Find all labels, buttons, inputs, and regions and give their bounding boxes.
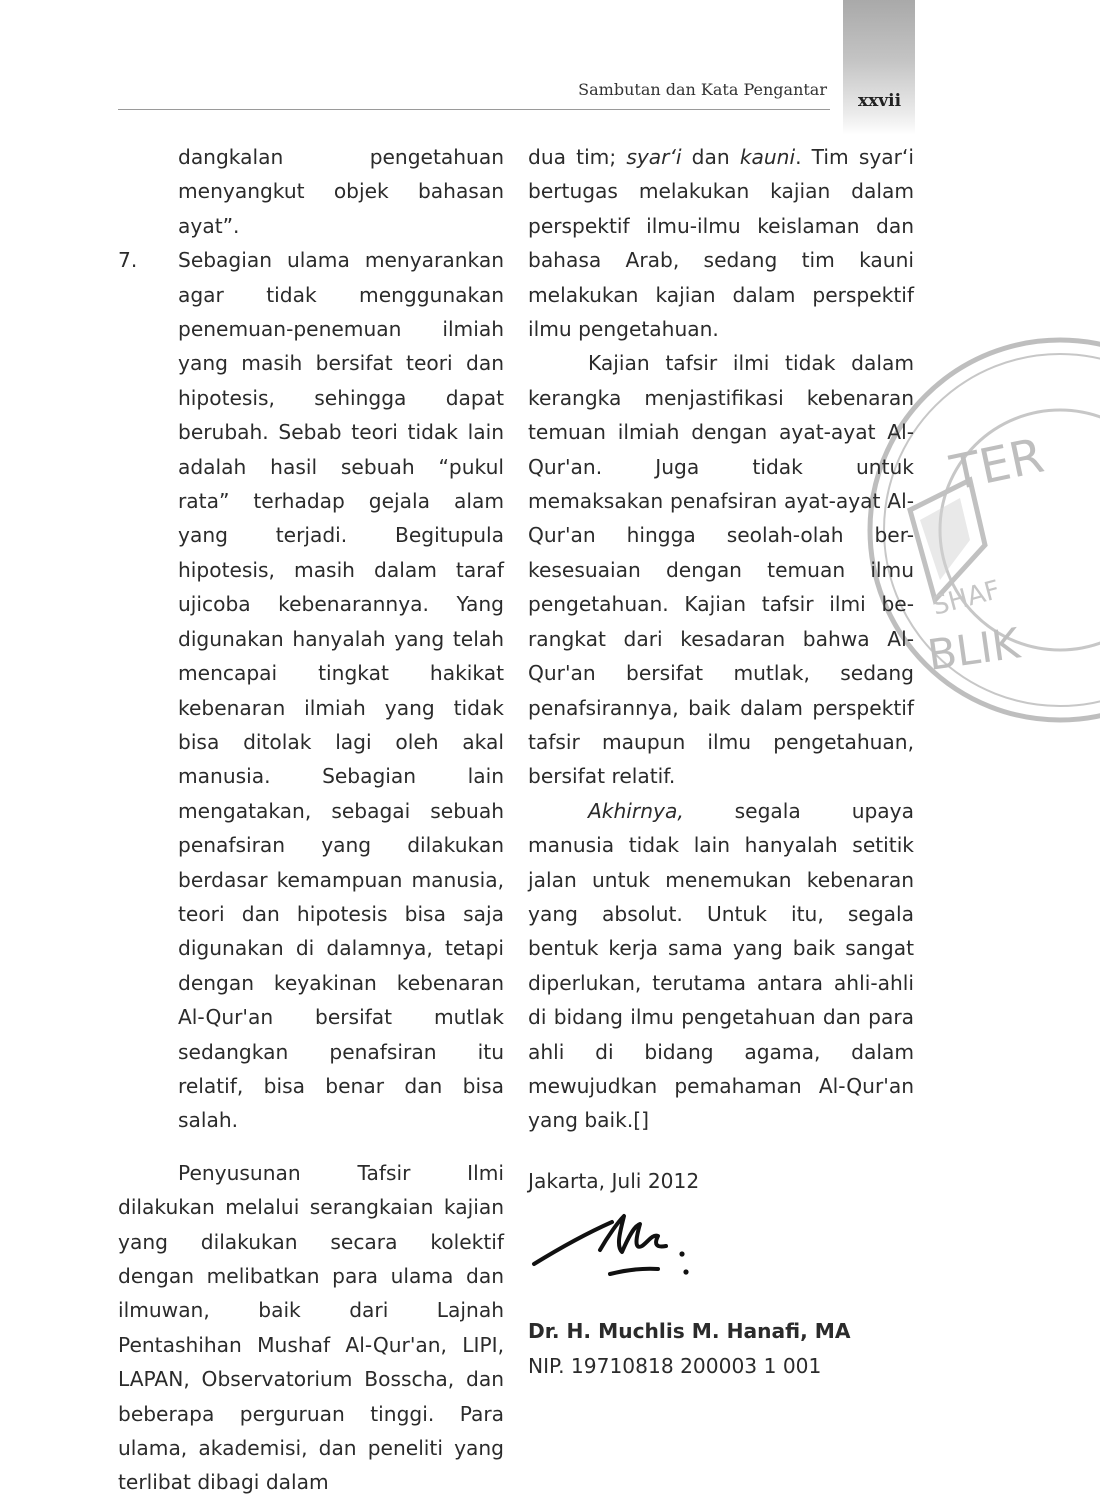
paragraph-continuation: dua tim; syar‘i dan kauni. Tim syar‘i bertugas melakukan kajian dalam perspektif ilmu-ilmu keislaman dan bahasa Arab, sedang tim kauni melakukan kajian dalam perspektif ilmu pengetahuan. [528,145,914,342]
list-item-text: Sebagian ulama menyarankan agar tidak menggunakan penemuan-penemuan ilmiah yang masih bersifat teori dan hipotesis, sehingga dapat berubah. Sebab teori tidak lain adalah hasil sebuah “pukul rata” terhadap gejala alam yang terjadi. Begitupula hipotesis, masih dalam taraf ujicoba kebenarannya. Yang digunakan hanyalah yang telah mencapai tingkat hakikat kebenaran ilmiah yang tidak bisa ditolak lagi oleh akal manusia. Sebagian lain mengatakan, sebagai sebuah penafsiran yang dilakukan berdasar kemampuan manusia, teori dan hipotesis bisa saja digunakan di dalamnya, tetapi dengan keyakinan kebenaran Al-Qur'an bersifat mutlak sedangkan penafsiran itu relatif, bisa benar dan bisa salah. [178,248,504,1133]
list-item-7 [118,243,504,1138]
header-rule [118,109,830,110]
left-column [118,140,504,1500]
svg-text:BLIK: BLIK [924,618,1023,680]
paragraph-akhirnya: Akhirnya, segala upaya manusia tidak lain hanyalah setitik jalan untuk menemukan kebenaran yang absolut. Untuk itu, segala bentuk kerja sama yang baik sangat diperlukan, terutama antara ahli-ahli di bidang ilmu pengetahuan dan para ahli di bidang agama, dalam mewujudkan pemahaman Al-Qur'an yang baik.[] [528,798,914,1133]
signer-name: Dr. H. Muchlis M. Hanafi, MA [528,1319,851,1344]
list-item-number: 7. [118,248,138,273]
chapter-tab [843,0,915,135]
page-number: xxvii [858,91,902,111]
running-head: Sambutan dan Kata Pengantar [578,80,827,99]
paragraph-kajian: Kajian tafsir ilmi tidak dalam kerangka menjastifikasi kebenaran temuan ilmiah dengan ayat-ayat Al-Qur'an. Juga tidak untuk memaksakan penafsiran ayat-ayat Al-Qur'an hingga seolah-olah ber-kesesuaian dengan temuan ilmu pengetahuan. Kajian tafsir ilmi be-rangkat dari kesadaran bahwa Al-Qur'an bersifat mutlak, sedang penafsirannya, baik dalam perspektif tafsir maupun ilmu pengetahuan, bersifat relatif. [528,351,914,789]
right-column [528,140,914,1383]
paragraph-penyusunan: Penyusunan Tafsir Ilmi dilakukan melalui serangkaian kajian yang dilakukan secara kolektif dengan melibatkan para ulama dan ilmuwan, baik dari Lajnah Pentashihan Mushaf Al-Qur'an, LIPI, LAPAN, Observatorium Bosscha, dan beberapa perguruan tinggi. Para ulama, akademisi, dan peneliti yang terlibat dibagi dalam [118,1160,504,1495]
place-date: Jakarta, Juli 2012 [528,1168,700,1193]
handwritten-signature [530,1206,700,1296]
svg-text:TER: TER [945,427,1049,502]
signer-nip: NIP. 19710818 200003 1 001 [528,1353,822,1378]
item-6-tail: dangkalan pengetahuan menyangkut objek bahasan ayat”. [178,145,504,238]
svg-text:SHAF: SHAF [929,574,1004,622]
